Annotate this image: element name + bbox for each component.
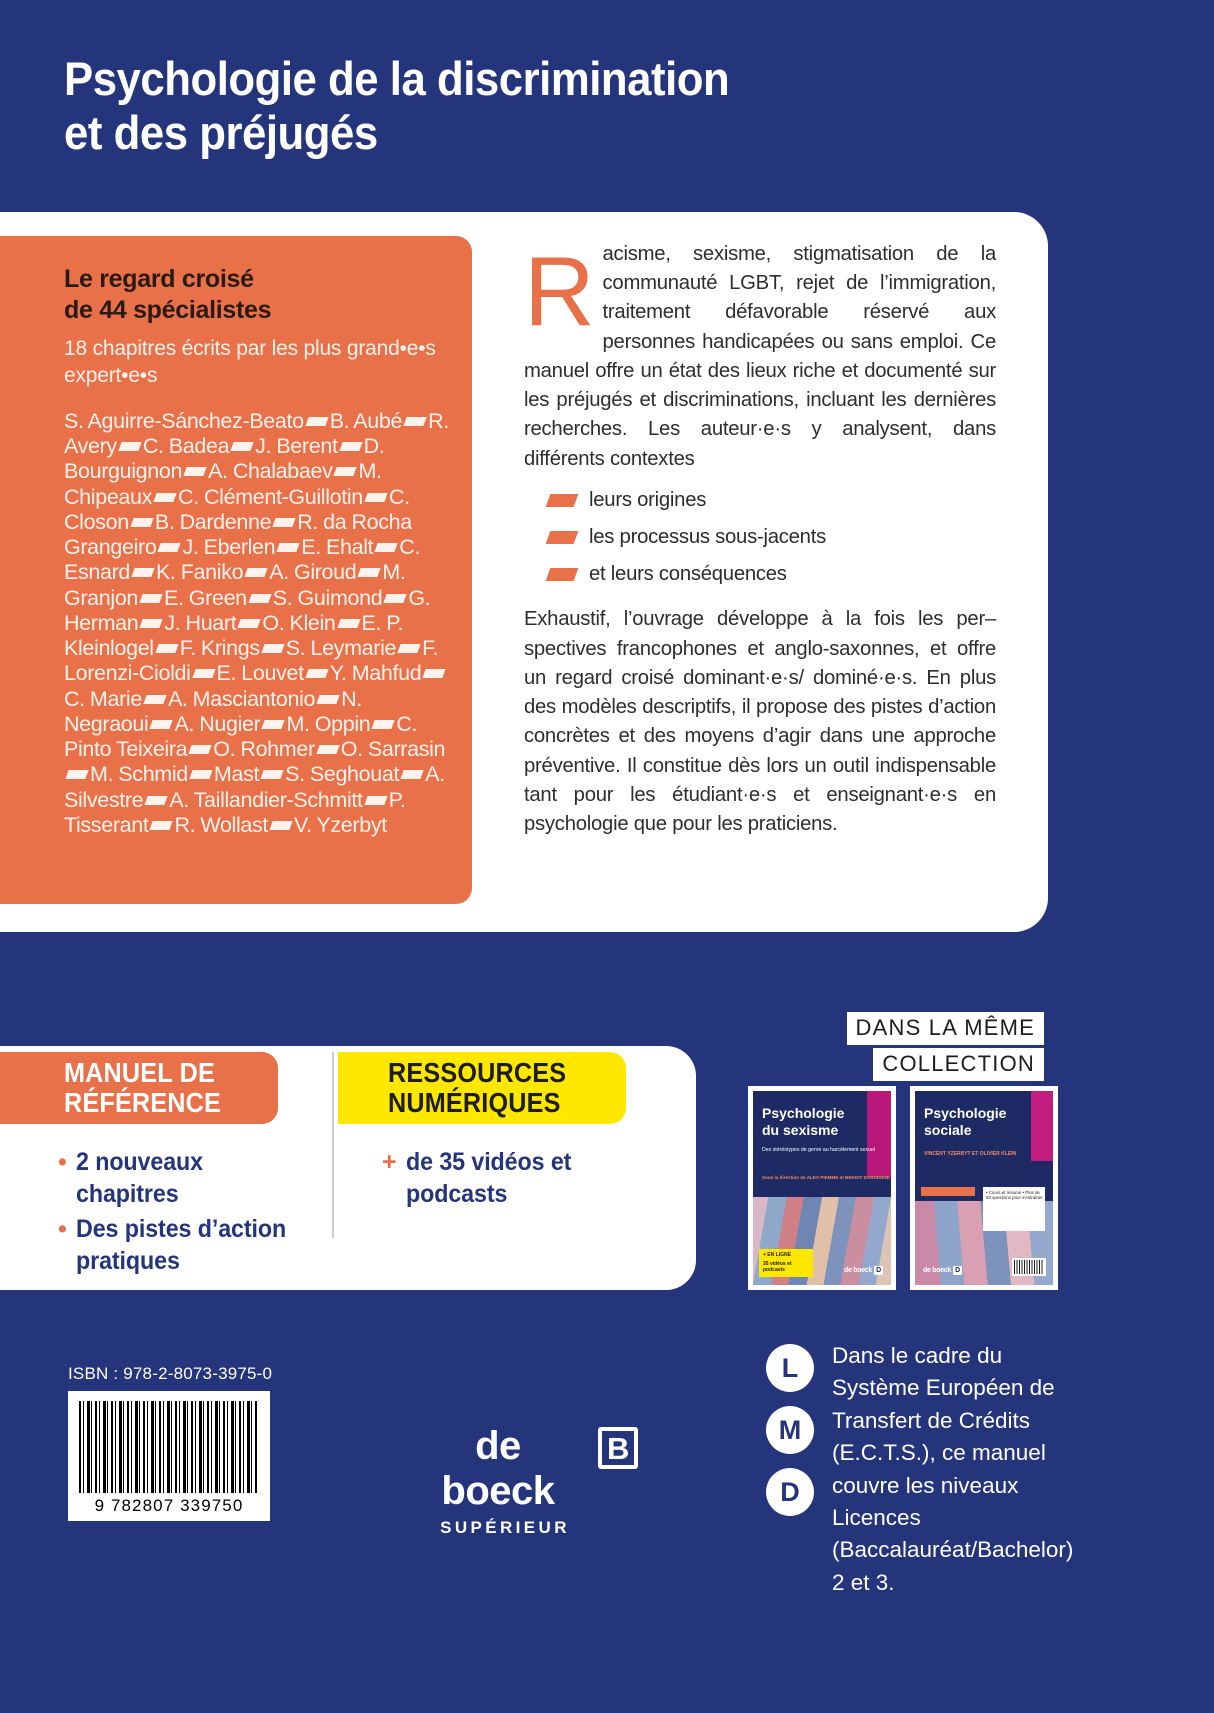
lmd-description: Dans le cadre du Système Européen de Transfert de Crédits (E.C.T.S.), ce manuel couvre les niveaux Licences (Baccalauréat/Bachelor) 2 et 3. bbox=[832, 1343, 1074, 1595]
separator-icon bbox=[337, 619, 360, 628]
blurb-feature-item bbox=[548, 523, 996, 552]
collection-book-thumbnail[interactable] bbox=[748, 1086, 896, 1290]
contributor-name: N. Negraoui bbox=[64, 686, 362, 736]
lmd-circle-d: D bbox=[766, 1468, 814, 1516]
contributor-name: V. Yzerbyt bbox=[294, 812, 387, 837]
publisher-name-row bbox=[418, 1424, 638, 1514]
thumb-2-bullets: • Cours et résumé • Plus de 50 questions pour s’entraîner bbox=[986, 1190, 1043, 1200]
separator-icon bbox=[261, 644, 284, 653]
bullet-skew-icon bbox=[546, 531, 579, 544]
separator-icon bbox=[158, 543, 181, 552]
separator-icon bbox=[334, 467, 357, 476]
highlights-list-right bbox=[382, 1146, 632, 1213]
thumb-1-badge-subtext: 35 vidéos et podcasts bbox=[763, 1261, 792, 1273]
thumb-1-authors: Sous la direction de ALEX PIEMME et BENOIT DARDENNE bbox=[762, 1175, 890, 1180]
contributor-name: C. Closon bbox=[64, 484, 410, 534]
thumb-2-info-card bbox=[983, 1187, 1045, 1231]
contributor-name: C. Pinto Teixeira bbox=[64, 711, 418, 761]
separator-icon bbox=[118, 442, 141, 451]
cover-header bbox=[0, 0, 1214, 210]
separator-icon bbox=[375, 543, 398, 552]
separator-icon bbox=[423, 669, 446, 678]
blurb-feature-label: et leurs conséquences bbox=[589, 563, 787, 586]
lmd-circles bbox=[766, 1340, 814, 1599]
contributor-name: K. Faniko bbox=[156, 560, 244, 585]
blurb-feature-item bbox=[548, 486, 996, 515]
contributor-name: R. da Rocha Grangeiro bbox=[64, 509, 412, 559]
thumb-1-publisher-name: de boeck bbox=[844, 1267, 872, 1274]
highlight-item bbox=[58, 1146, 318, 1210]
separator-icon bbox=[305, 417, 328, 426]
separator-icon bbox=[192, 669, 215, 678]
contributors-subtitle: 18 chapitres écrits par les plus grand•e•s expert•e•s bbox=[64, 337, 436, 387]
separator-icon bbox=[150, 720, 173, 729]
contributors-name-list bbox=[64, 409, 450, 838]
contributor-name: Y. Mahfud bbox=[329, 661, 422, 686]
contributor-name: S. Guimond bbox=[272, 585, 383, 610]
tab-right-line-2: NUMÉRIQUES bbox=[388, 1087, 561, 1118]
contributor-name: E. Louvet bbox=[216, 661, 304, 686]
separator-icon bbox=[153, 493, 176, 502]
blurb-feature-list bbox=[524, 486, 996, 590]
separator-icon bbox=[305, 669, 328, 678]
blurb-feature-label: leurs origines bbox=[589, 488, 707, 511]
separator-icon bbox=[273, 518, 296, 527]
thumb-2-title-line-1: Psychologie bbox=[924, 1105, 1007, 1121]
book-spine-band bbox=[1031, 1091, 1053, 1161]
separator-icon bbox=[189, 745, 212, 754]
contributor-name: P. Tisserant bbox=[64, 787, 406, 837]
book-spine-band bbox=[867, 1091, 891, 1177]
separator-icon bbox=[130, 518, 153, 527]
tab-left-line-1: MANUEL DE bbox=[64, 1057, 215, 1089]
thumb-1-title-line-2: du sexisme bbox=[762, 1121, 839, 1138]
separator-icon bbox=[150, 821, 173, 830]
collection-book-thumbnail[interactable] bbox=[910, 1086, 1058, 1290]
highlights-divider bbox=[332, 1052, 334, 1238]
highlight-bullet-icon: + bbox=[382, 1148, 397, 1176]
contributor-name: C. Marie bbox=[64, 686, 142, 711]
contributor-name: J. Eberlen bbox=[182, 535, 276, 559]
isbn-label: ISBN : 978-2-8073-3975-0 bbox=[68, 1364, 273, 1383]
blurb-paragraph-1: Racisme, sexisme, stigmatisation de la communauté LGBT, rejet de l’immigration, traitement défavorable réservé aux personnes handicapées ou sans emploi. Ce manuel offre un état des lieux riche et documenté sur les préjugés et discriminations, incluant les dernières recherches. Les auteur·e·s y analysent, dans différents contextes bbox=[524, 236, 996, 470]
contributor-name: S. Leymarie bbox=[285, 636, 397, 660]
highlight-bullet-icon: • bbox=[58, 1148, 67, 1176]
contributor-name: B. Dardenne bbox=[154, 509, 272, 534]
separator-icon bbox=[372, 720, 395, 729]
thumb-2-barcode bbox=[1012, 1258, 1046, 1276]
publisher-tagline: SUPÉRIEUR bbox=[440, 1518, 570, 1537]
publisher-name: de boeck bbox=[441, 1424, 555, 1513]
contributor-name: F. Krings bbox=[179, 636, 260, 660]
highlights-list-left bbox=[58, 1146, 318, 1280]
page-title bbox=[64, 52, 882, 160]
contributor-name: A. Silvestre bbox=[64, 762, 445, 812]
tab-ressources-numeriques bbox=[338, 1052, 626, 1124]
separator-icon bbox=[245, 568, 268, 577]
tab-manuel-de-reference bbox=[0, 1052, 278, 1124]
lmd-block bbox=[766, 1340, 1082, 1599]
barcode bbox=[68, 1391, 270, 1521]
contributors-card bbox=[0, 236, 472, 904]
title-line-1: Psychologie de la discrimination bbox=[64, 52, 730, 105]
separator-icon bbox=[145, 796, 168, 805]
thumb-1-title bbox=[762, 1105, 844, 1138]
contributor-name: E. Green bbox=[164, 585, 247, 610]
blurb-feature-label: les processus sous-jacents bbox=[589, 525, 826, 548]
separator-icon bbox=[65, 770, 88, 779]
contributor-name: O. Rohmer bbox=[213, 737, 315, 761]
thumb-1-badge bbox=[759, 1249, 813, 1277]
contributor-name: M. Schmid bbox=[90, 762, 188, 787]
lmd-circle-l: L bbox=[766, 1344, 814, 1392]
publisher-logo bbox=[418, 1424, 638, 1538]
separator-icon bbox=[248, 594, 271, 603]
blurb-column bbox=[524, 236, 996, 839]
title-line-2: et des préjugés bbox=[64, 106, 378, 160]
thumb-1-badge-text: + EN LIGNE bbox=[763, 1252, 791, 1258]
separator-icon bbox=[238, 619, 261, 628]
thumb-1-subtitle: Des stéréotypes de genre au harcèlement sexuel bbox=[762, 1147, 876, 1153]
thumb-2-authors: VINCENT YZERBYT ET OLIVIER KLEIN bbox=[924, 1151, 1017, 1157]
highlight-item bbox=[382, 1146, 632, 1210]
separator-icon bbox=[339, 442, 362, 451]
thumb-2-publisher-logo: de boeck D bbox=[923, 1266, 962, 1275]
separator-icon bbox=[403, 417, 426, 426]
collection-label bbox=[847, 1012, 1044, 1081]
thumb-1-publisher-logo: de boeck D bbox=[844, 1266, 883, 1275]
separator-icon bbox=[140, 619, 163, 628]
thumb-1-title-line-1: Psychologie bbox=[762, 1105, 845, 1121]
barcode-bars bbox=[79, 1401, 259, 1493]
blurb-paragraph-2: Exhaustif, l’ouvrage développe à la fois les per–spectives francophones et anglo-saxonnes, et offre un regard croisé dominant·e·s/ dominé·e·s. En plus des modèles descriptifs, il propose des pistes d’action concrètes et des moyens d’agir dans une approche préventive. Il constitue dès lors un outil indispensable tant pour les étudiant·e·s et enseignant·e·s en psychologie que pour les praticiens. bbox=[524, 608, 996, 835]
separator-icon bbox=[400, 770, 423, 779]
contributors-heading-line-2: de 44 spécialistes bbox=[64, 295, 272, 324]
separator-icon bbox=[189, 770, 212, 779]
separator-icon bbox=[231, 442, 254, 451]
contributor-name: M. Oppin bbox=[286, 711, 371, 736]
contributor-name: C. Clément-Guillotin bbox=[178, 484, 363, 509]
collection-thumbnails bbox=[748, 1086, 1058, 1290]
contributor-name: M. Granjon bbox=[64, 560, 406, 610]
highlight-bullet-icon: • bbox=[58, 1215, 67, 1243]
separator-icon bbox=[277, 543, 300, 552]
contributor-name: D. Bourguignon bbox=[64, 434, 385, 484]
tab-right-line-1: RESSOURCES bbox=[388, 1057, 567, 1089]
separator-icon bbox=[317, 695, 340, 704]
contributor-name: Mast bbox=[213, 762, 260, 787]
contributor-name: C. Badea bbox=[142, 434, 230, 458]
thumb-2-publisher-name: de boeck bbox=[923, 1267, 951, 1274]
contributor-name: R. Avery bbox=[64, 408, 449, 458]
highlight-label: Des pistes d’action pratiques bbox=[75, 1215, 286, 1275]
separator-icon bbox=[397, 644, 420, 653]
contributor-name: F. Lorenzi-Cioldi bbox=[64, 636, 439, 686]
separator-icon bbox=[260, 770, 283, 779]
highlight-label: 2 nouveaux chapitres bbox=[75, 1148, 203, 1208]
contributor-name: S. Aguirre-Sánchez-Beato bbox=[64, 408, 304, 433]
collection-label-line-2: COLLECTION bbox=[873, 1048, 1044, 1081]
thumb-2-title-line-2: sociale bbox=[924, 1121, 972, 1138]
publisher-mark-icon: B bbox=[598, 1427, 638, 1469]
contributor-name: B. Aubé bbox=[329, 408, 403, 433]
contributor-name: S. Seghouat bbox=[285, 762, 400, 787]
contributor-name: A. Masciantonio bbox=[167, 686, 316, 711]
separator-icon bbox=[131, 568, 154, 577]
separator-icon bbox=[183, 467, 206, 476]
lmd-circle-m: M bbox=[766, 1406, 814, 1454]
contributor-name: E. P. Kleinlogel bbox=[64, 610, 404, 660]
separator-icon bbox=[364, 493, 387, 502]
isbn-block bbox=[68, 1364, 280, 1521]
contributor-name: J. Huart bbox=[164, 610, 237, 635]
contributor-name: J. Berent bbox=[255, 434, 338, 458]
thumb-2-title bbox=[924, 1105, 1006, 1138]
separator-icon bbox=[155, 644, 178, 653]
blurb-feature-item bbox=[548, 560, 996, 589]
separator-icon bbox=[262, 720, 285, 729]
separator-icon bbox=[139, 594, 162, 603]
bullet-skew-icon bbox=[546, 568, 579, 581]
separator-icon bbox=[384, 594, 407, 603]
contributors-heading-line-1: Le regard croisé bbox=[64, 265, 254, 293]
contributor-name: A. Taillandier-Schmitt bbox=[169, 787, 363, 812]
separator-icon bbox=[358, 568, 381, 577]
contributors-heading bbox=[64, 264, 450, 325]
contributor-name: A. Giroud bbox=[269, 560, 357, 585]
highlight-label: de 35 vidéos et podcasts bbox=[405, 1148, 571, 1208]
contributor-name: O. Sarrasin bbox=[340, 737, 446, 761]
contributor-name: C. Esnard bbox=[64, 535, 421, 585]
separator-icon bbox=[269, 821, 292, 830]
collection-label-line-1: DANS LA MÊME bbox=[847, 1012, 1044, 1045]
contributor-name: R. Wollast bbox=[174, 812, 269, 837]
contributor-name: A. Chalabaev bbox=[208, 459, 333, 484]
separator-icon bbox=[316, 745, 339, 754]
tab-left-line-2: RÉFÉRENCE bbox=[64, 1087, 222, 1118]
contributor-name: M. Chipeaux bbox=[64, 459, 382, 509]
contributor-name: O. Klein bbox=[262, 610, 336, 635]
bullet-skew-icon bbox=[546, 494, 579, 507]
contributor-name: E. Ehalt bbox=[301, 535, 374, 559]
barcode-digits: 9 782807 339750 bbox=[94, 1496, 244, 1515]
contributor-name: A. Nugier bbox=[174, 711, 261, 736]
thumb-2-badge bbox=[921, 1187, 975, 1196]
separator-icon bbox=[364, 796, 387, 805]
contributor-name: G. Herman bbox=[64, 585, 431, 635]
separator-icon bbox=[143, 695, 166, 704]
highlight-item bbox=[58, 1213, 318, 1277]
